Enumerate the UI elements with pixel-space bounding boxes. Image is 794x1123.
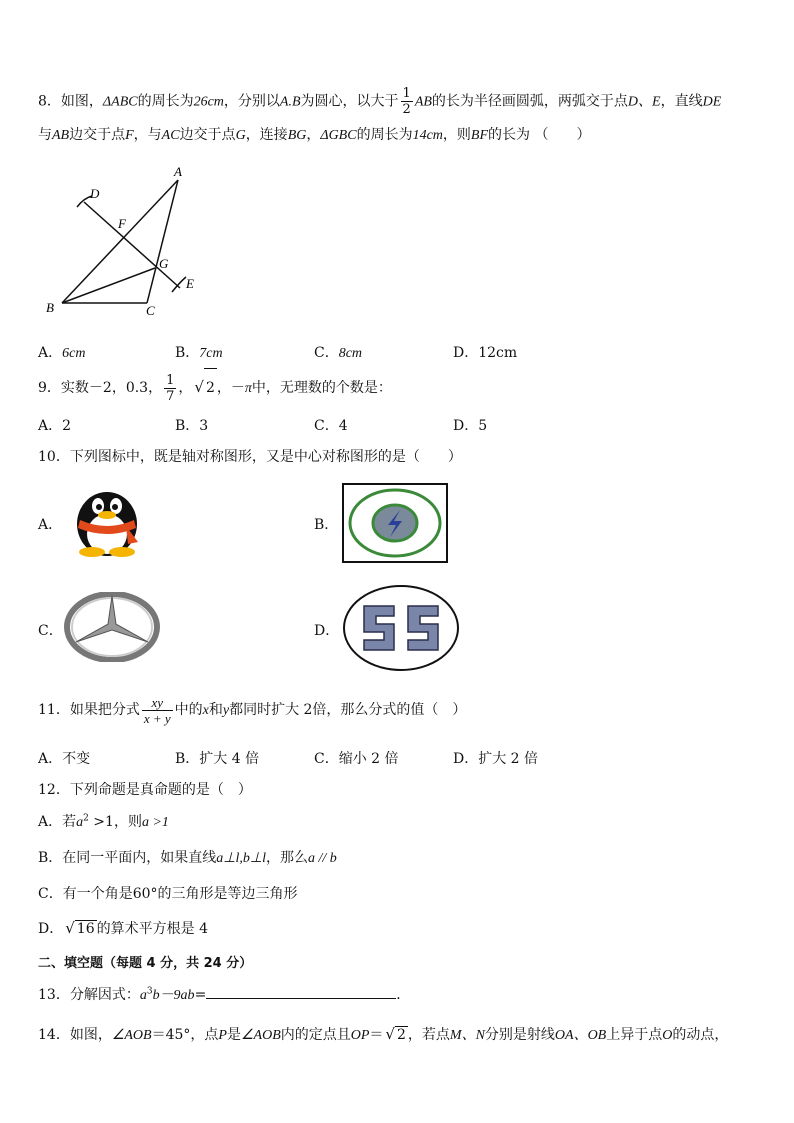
q12-option-b[interactable]: B．在同一平面内，如果直线a⊥l,b⊥l，那么a // b	[38, 850, 337, 866]
label-f: F	[118, 216, 126, 231]
q8-option-a[interactable]: A．6cm	[38, 345, 86, 361]
q8-line2: 与AB边交于点F，与AC边交于点G，连接BG，ΔGBC的周长为14cm，则BF的长为 （ ）	[38, 127, 591, 143]
q9-option-c[interactable]: C．4	[314, 418, 348, 434]
q11-option-a[interactable]: A．不变	[38, 751, 91, 767]
q10-option-c-label[interactable]: C．	[38, 623, 63, 639]
label-c: C	[146, 303, 155, 318]
label-g: G	[159, 256, 169, 271]
q12-stem: 12．下列命题是真命题的是（ ）	[38, 782, 252, 798]
q9-option-a[interactable]: A．2	[38, 418, 72, 434]
label-e: E	[186, 276, 194, 291]
q9-option-d[interactable]: D．5	[453, 418, 488, 434]
fraction-half: $\frac{1}{2}$	[402, 86, 411, 117]
q10-stem: 10．下列图标中，既是轴对称图形，又是中心对称图形的是（ ）	[38, 449, 462, 465]
q12-option-c[interactable]: C．有一个角是60°的三角形是等边三角形	[38, 886, 298, 902]
q8-option-d[interactable]: D．12cm	[453, 345, 518, 361]
section-2-heading: 二、填空题（每题 4 分，共 24 分）	[38, 956, 253, 971]
q12-option-d[interactable]: D． √ 16 的算术平方根是 4	[38, 919, 208, 937]
fraction-xy: $\frac{xy}{x + y}$	[143, 694, 171, 726]
penguin-icon[interactable]	[64, 484, 150, 558]
side-ac	[147, 180, 178, 303]
q11-stem: 11．如果把分式 $\frac{xy}{x + y}$ 中的x和y都同时扩大 2倍，那么分式的值（ ）	[38, 694, 467, 726]
side-ba	[62, 180, 178, 303]
q10-option-d-label[interactable]: D．	[314, 623, 340, 639]
q8-line1: 8．如图，ΔABC的周长为26cm，分别以A.B为圆心，以大于 $\frac{1}{2}$ AB的长为半径画圆弧，两弧交于点D、E，直线DE	[38, 86, 722, 117]
q9-option-b[interactable]: B．3	[175, 418, 209, 434]
star-emblem-icon[interactable]	[64, 592, 160, 662]
line-de	[84, 202, 180, 288]
lightning-badge-icon[interactable]	[342, 483, 448, 563]
q9-stem: 9．实数－2，0.3， $\frac{1}{7}$ ， √ 2 ，－π中，无理数的个数是：	[38, 368, 392, 408]
q11-option-c[interactable]: C．缩小 2 倍	[314, 751, 399, 767]
q11-option-d[interactable]: D．扩大 2 倍	[453, 751, 539, 767]
q8-triangle-figure	[40, 160, 210, 320]
label-a: A	[174, 164, 182, 179]
fraction-one-seventh: $\frac{1}{7}$	[166, 372, 175, 404]
q8-option-b[interactable]: B．7cm	[175, 345, 223, 361]
q12-option-a[interactable]: A．若$a^2 >1$，则a >1	[38, 813, 169, 830]
q14-stem: 14．如图，∠AOB＝45°，点P是∠AOB内的定点且OP＝ √ 2 ，若点M、N分别是射线OA、OB上异于点O的动点，	[38, 1025, 729, 1043]
q10-option-a-label[interactable]: A．	[38, 517, 63, 533]
q13-answer-blank[interactable]	[206, 984, 396, 999]
q13-stem: 13．分解因式：$a^3b-9ab=$ ．	[38, 984, 410, 1004]
maze-pattern-icon[interactable]	[342, 584, 460, 672]
label-b: B	[46, 300, 54, 315]
q10-option-b-label[interactable]: B．	[314, 517, 339, 533]
q11-option-b[interactable]: B．扩大 4 倍	[175, 751, 260, 767]
label-d: D	[90, 186, 100, 201]
segment-bg	[62, 268, 155, 303]
q8-option-c[interactable]: C．8cm	[314, 345, 363, 361]
arc-e	[172, 277, 186, 292]
